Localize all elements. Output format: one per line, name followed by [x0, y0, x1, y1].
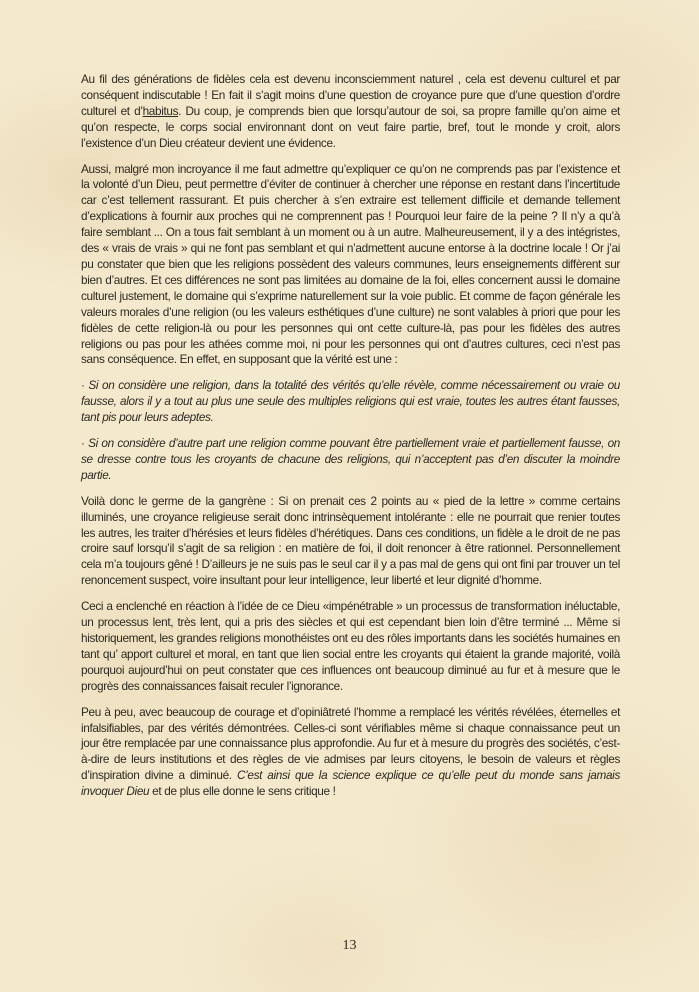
text-segment: · Si on considère une religion, dans la totalité des vérités qu’elle révèle, comme nécessairement ou vraie ou fausse, alors il y a tout au plus une seule des multiples religions qui est vraie, toutes les autres étant fausses, tant pis pour leurs adeptes. [81, 378, 620, 425]
text-segment: Ceci a enclenché en réaction à l’idée de ce Dieu «impénétrable » un processus de transformation inéluctable, un processus lent, très lent, qui a pris des siècles et qui est cependant bien loin d’être terminé ... Même si historiquement, les grandes religions monothéistes ont eu des rôles importants dans les sociétés humaines en tant qu’ apport culturel et moral, en tant que lien social entre les croyants qui étaient la grande majorité, voilà pourquoi aujourd’hui on peut constater que ces influences ont beaucoup diminué au fur et à mesure que le progrès des connaissances faisait reculer l’ignorance. [81, 599, 620, 693]
paragraph [81, 378, 620, 426]
text-segment: C’est ainsi que la science explique ce qu’elle peut du monde sans jamais invoquer Dieu [81, 768, 620, 799]
text-segment: Aussi, malgré mon incroyance il me faut admettre qu’expliquer ce qu’on ne comprends pas par l’existence et la volonté d’un Dieu, peut permettre d’éviter de continuer à chercher une réponse en restant dans l’incertitude car c’est tellement rassurant. Et puis chercher à s’en extraire est tellement difficile et demande tellement d’explications à fournir aux proches qui ne comprennent pas ! Pourquoi leur faire de la peine ? Il n’y a qu’à faire semblant ... On a tous fait semblant à un moment ou à un autre. Malheureusement, il y a des intégristes, des « vrais de vrais » qui ne font pas semblant et qui n’admettent aucune entorse à la doctrine locale ! Or j’ai pu constater que bien que les religions possèdent des valeurs communes, leurs enseignements diffèrent sur bien d’autres. Et ces différences ne sont pas limitées au domaine de la foi, elles concernent aussi le domaine culturel justement, le domaine qui s’exprime naturellement sur la voie public. Et comme de façon générale les valeurs morales d’une religion (ou les valeurs esthétiques d’une culture) ne sont valables à priori que pour les fidèles de cette religion-là ou pour les personnes qui ont cette culture-là, pas pour les fidèles des autres religions ou pas pour les athées comme moi, ni pour les personnes qui ont d’autres cultures, ceci n’est pas sans conséquence. En effet, en supposant que la vérité est une : [81, 161, 620, 367]
text-segment: · Si on considère d’autre part une religion comme pouvant être partiellement vraie et partiellement fausse, on se dresse contre tous les croyants de chacune des religions, qui n’acceptent pas d’en discuter la moindre partie. [81, 436, 620, 482]
paragraph [81, 162, 620, 369]
paragraph [81, 705, 620, 800]
text-segment: habitus [142, 103, 179, 118]
paragraph [81, 436, 620, 484]
text-segment: Au fil des générations de fidèles cela est devenu inconsciemment naturel , cela est devenu culturel et par conséquent indiscutable ! En fait il s’agit moins d’une question de croyance pure que d’une question d’ordre culturel et d’ [81, 72, 620, 118]
text-segment: Peu à peu, avec beaucoup de courage et d’opiniâtreté l’homme a remplacé les vérités révélées, éternelles et infalsifiables, par des vérités démontrées. Celles-ci sont vérifiables même si chaque connaissance peut un jour être remplacée par une connaissance plus approfondie. Au fur et à mesure du progrès des sociétés, c’est-à-dire de leurs institutions et des règles de vie admises par leurs citoyens, le besoin de valeurs et règles d’inspiration divine a diminué. [81, 704, 620, 783]
text-segment: . Du coup, je comprends bien que lorsqu’autour de soi, sa propre famille qu’on aime et qu’on respecte, le corps social environnant dont on veut faire partie, bref, tout le monde y croit, alors l’existence d’un Dieu créateur devient une évidence. [81, 103, 620, 150]
text-segment: Voilà donc le germe de la gangrène : Si on prenait ces 2 points au « pied de la lettre » comme certains illuminés, une croyance religieuse serait donc intrinsèquement intolérante : elle ne pourrait que renier toutes les autres, les traiter d’hérésies et leurs fidèles d’hérétiques. Dans ces conditions, un fidèle a le droit de ne pas croire sauf lorsqu’il s’agit de sa religion : en matière de foi, il doit renoncer à être rationnel. Personnellement cela m’a toujours gêné ! D’ailleurs je ne suis pas le seul car il y a pas mal de gens qui ont fini par trouver un tel renoncement suspect, voire insultant pour leur intelligence, leur liberté et leur dignité d’homme. [81, 493, 620, 588]
paragraph [81, 599, 620, 694]
document-body [81, 72, 620, 800]
paragraph [81, 494, 620, 589]
paragraph [81, 72, 620, 152]
page-number: 13 [342, 938, 357, 953]
text-segment: et de plus elle donne le sens critique ! [149, 784, 336, 799]
